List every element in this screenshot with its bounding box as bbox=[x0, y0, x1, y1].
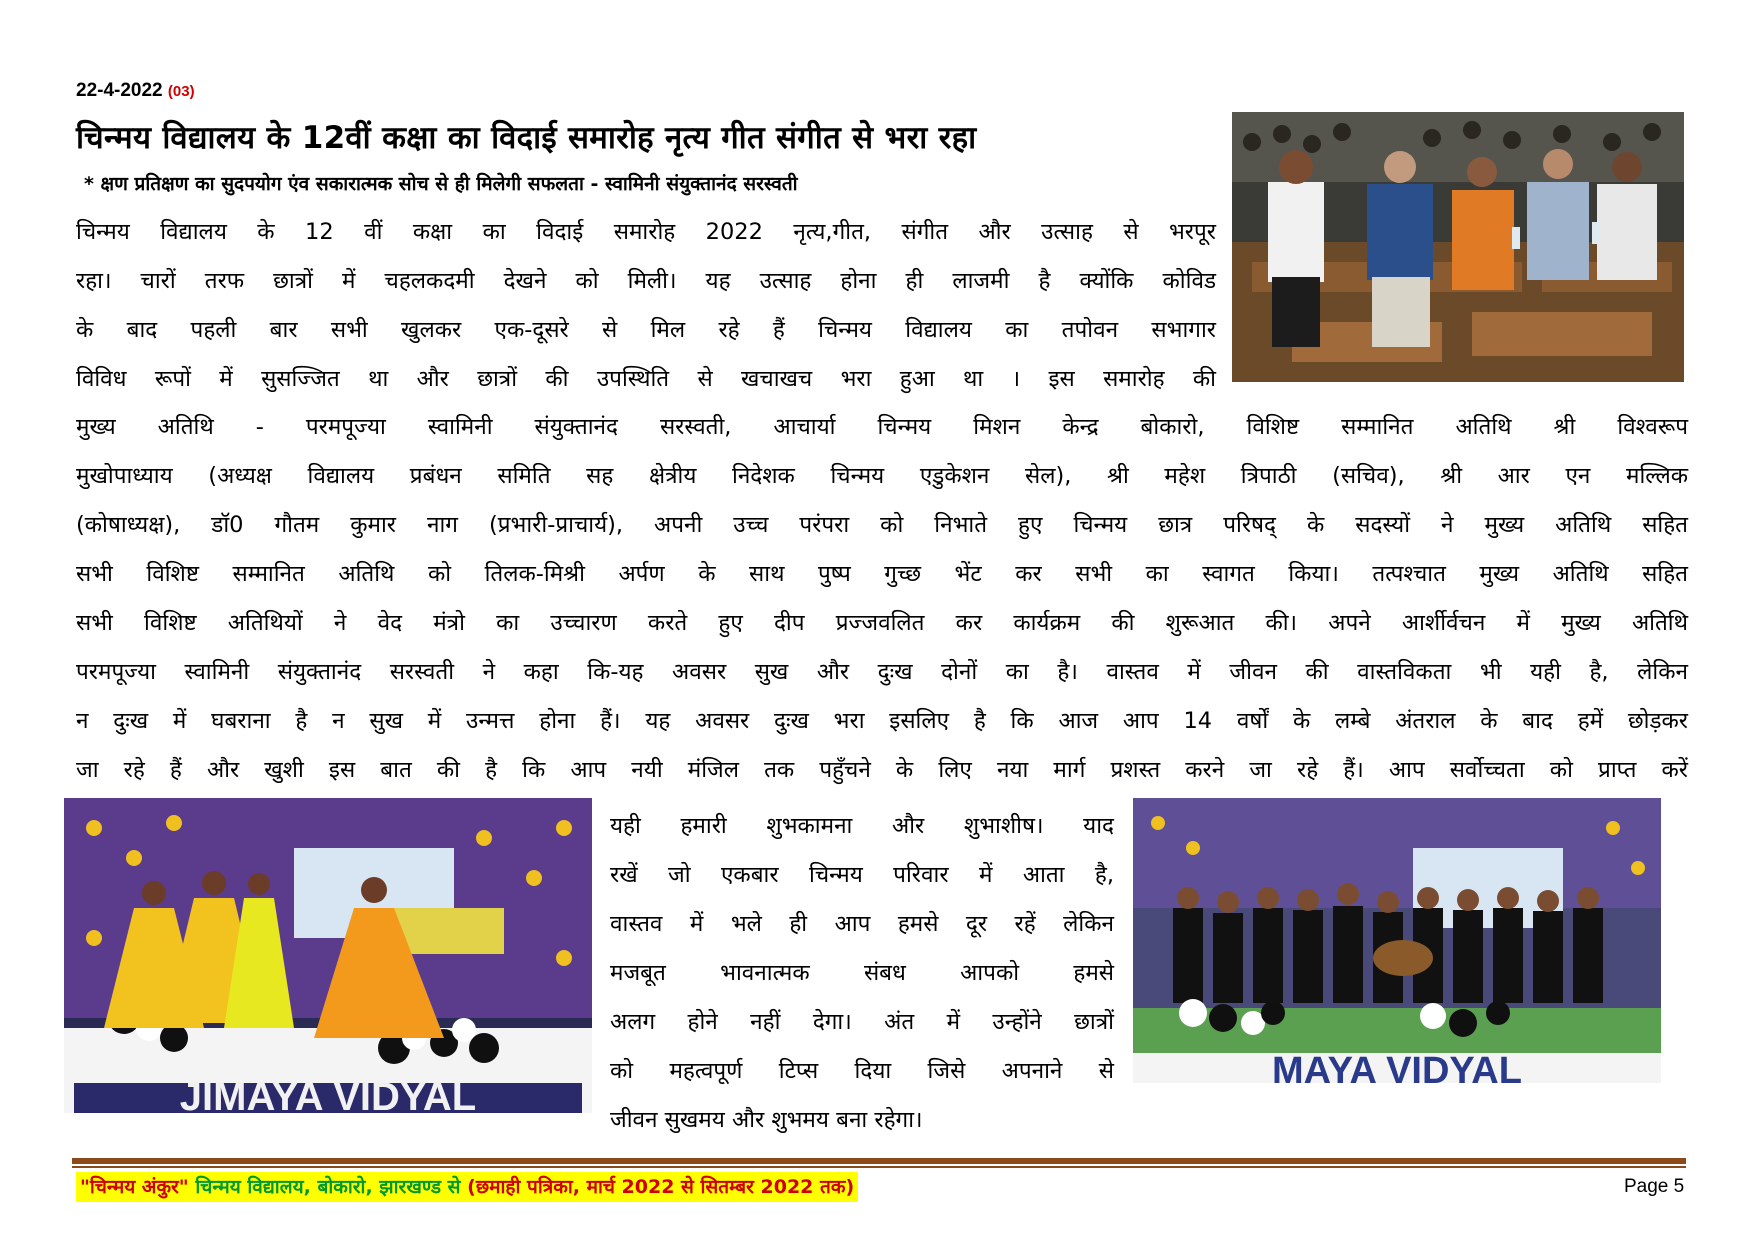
article-line: (कोषाध्यक्ष), डॉ0 गौतम कुमार नाग (प्रभारी-प्राचार्य), अपनी उच्च परंपरा को निभाते हुए चिन्मय छात्र परिषद् के सदस्यों ने मुख्य अतिथि सहित bbox=[76, 512, 1688, 538]
article-line: मुख्य अतिथि - परमपूज्या स्वामिनी संयुक्तानंद सरस्वती, आचार्या चिन्मय मिशन केन्द्र बोकारो, विशिष्ट सम्मानित अतिथि श्री विश्वरूप bbox=[76, 414, 1688, 440]
article-line: यही हमारी शुभकामना और शुभाशीष। याद bbox=[610, 813, 1114, 839]
choir-photo bbox=[1133, 798, 1661, 1083]
date: 22-4-2022 bbox=[76, 80, 163, 101]
page-number: Page 5 bbox=[1624, 1176, 1685, 1197]
issue-info: (छमाही पत्रिका, मार्च 2022 से सितम्बर 2022 तक) bbox=[467, 1176, 855, 1198]
article-line: जीवन सुखमय और शुभमय बना रहेगा। bbox=[610, 1107, 923, 1133]
article-line: सभी विशिष्ट अतिथियों ने वेद मंत्रो का उच्चारण करते हुए दीप प्रज्जवलित कर कार्यक्रम की शुरूआत की। अपने आर्शीर्वचन में मुख्य अतिथि bbox=[76, 610, 1688, 636]
article-line: परमपूज्या स्वामिनी संयुक्तानंद सरस्वती ने कहा कि-यह अवसर सुख और दुःख दोनों का है। वास्तव में जीवन की वास्तविकता भी यही है, लेकिन bbox=[76, 659, 1688, 685]
footer-publication-line bbox=[76, 1172, 858, 1202]
choir-stage-text: MAYA VIDYAL bbox=[1272, 1050, 1522, 1083]
article-line: न दुःख में घबराना है न सुख में उन्मत्त होना हैं। यह अवसर दुःख भरा इसलिए है कि आज आप 14 वर्षों के लम्बे अंतराल के बाद हमें छोड़कर bbox=[76, 708, 1688, 734]
date-line bbox=[76, 80, 195, 102]
article-line: के बाद पहली बार सभी खुलकर एक-दूसरे से मिल रहे हैं चिन्मय विद्यालय का तपोवन सभागार bbox=[76, 317, 1216, 343]
page-reference: (03) bbox=[167, 83, 195, 100]
article-line: जा रहे हैं और खुशी इस बात की है कि आप नयी मंजिल तक पहुँचने के लिए नया मार्ग प्रशस्त करने जा रहे हैं। आप सर्वोच्चता को प्राप्त करें bbox=[76, 757, 1688, 783]
article-line: मुखोपाध्याय (अध्यक्ष विद्यालय प्रबंधन समिति सह क्षेत्रीय निदेशक चिन्मय एडुकेशन सेल), श्री महेश त्रिपाठी (सचिव), श्री आर एन मल्लिक bbox=[76, 463, 1688, 489]
article-top-paragraph bbox=[76, 208, 1216, 404]
footer-rule-thin bbox=[72, 1166, 1686, 1168]
article-full-paragraph bbox=[76, 403, 1688, 795]
article-line: चिन्मय विद्यालय के 12 वीं कक्षा का विदाई समारोह 2022 नृत्य,गीत, संगीत और उत्साह से भरपूर bbox=[76, 219, 1216, 245]
article-line: वास्तव में भले ही आप हमसे दूर रहें लेकिन bbox=[610, 911, 1114, 937]
article-line: रखें जो एकबार चिन्मय परिवार में आता है, bbox=[610, 862, 1114, 888]
subheadline: * क्षण प्रतिक्षण का सुदपयोग एंव सकारात्मक सोच से ही मिलेगी सफलता - स्वामिनी संयुक्तानंद सरस्वती bbox=[84, 173, 798, 195]
school-name: चिन्मय विद्यालय, बोकारो, झारखण्ड से bbox=[195, 1176, 468, 1198]
article-middle-paragraph bbox=[610, 802, 1114, 1145]
article-line: रहा। चारों तरफ छात्रों में चहलकदमी देखने को मिली। यह उत्साह होना ही लाजमी है क्योंकि कोविड bbox=[76, 268, 1216, 294]
article-line: विविध रूपों में सुसज्जित था और छात्रों की उपस्थिति से खचाखच भरा हुआ था । इस समारोह की bbox=[76, 366, 1216, 392]
footer-rule bbox=[72, 1158, 1686, 1164]
article-line: मजबूत भावनात्मक संबध आपको हमसे bbox=[610, 960, 1114, 986]
dance-photo bbox=[64, 798, 592, 1113]
magazine-name: "चिन्मय अंकुर" bbox=[80, 1176, 189, 1198]
article-line: सभी विशिष्ट सम्मानित अतिथि को तिलक-मिश्री अर्पण के साथ पुष्प गुच्छ भेंट कर सभी का स्वागत किया। तत्पश्चात मुख्य अतिथि सहित bbox=[76, 561, 1688, 587]
headline: चिन्मय विद्यालय के 12वीं कक्षा का विदाई समारोह नृत्य गीत संगीत से भरा रहा bbox=[76, 120, 977, 156]
dance-stage-text: JIMAYA VIDYAL bbox=[179, 1075, 477, 1113]
article-line: अलग होने नहीं देगा। अंत में उन्होंने छात्रों bbox=[610, 1009, 1114, 1035]
article-line: को महत्वपूर्ण टिप्स दिया जिसे अपनाने से bbox=[610, 1058, 1114, 1084]
guests-photo bbox=[1232, 112, 1684, 382]
